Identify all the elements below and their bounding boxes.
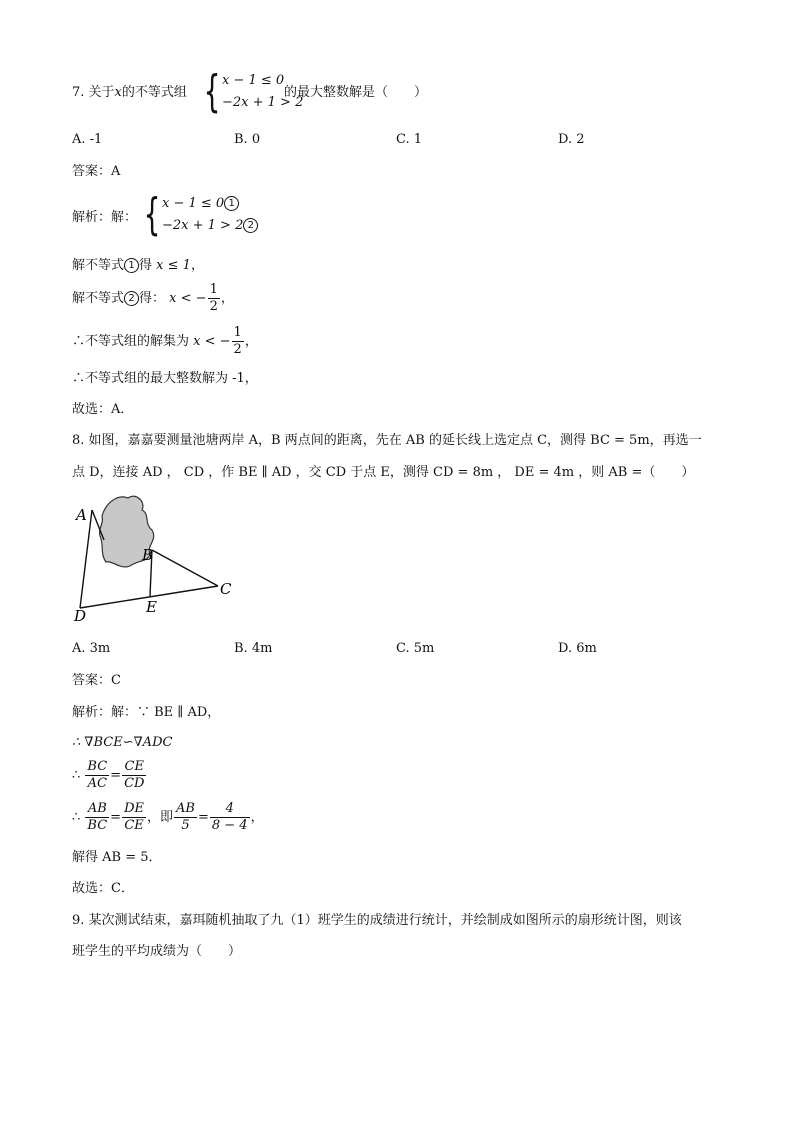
q8-ratio-mid: ，即 — [147, 810, 174, 825]
circled-two-icon: 2 — [243, 218, 258, 233]
q7-solution-row-2: −2x + 1 > 2 — [162, 218, 244, 233]
q7-inequality-row-1: x − 1 ≤ 0 — [222, 73, 285, 88]
q7-solution-system — [138, 189, 258, 240]
q7-analysis-label: 解析：解： — [72, 210, 138, 225]
q8-stem-line-2: 点 D，连接 AD ， CD ，作 BE ∥ AD ，交 CD 于点 E，测得 CD = 8m ， DE = 4m ，则 AB =（ ） — [72, 465, 695, 480]
q7-step1-end: ， — [190, 258, 204, 273]
q7-step1-post: 得 — [139, 258, 153, 273]
q8-option-d: D. 6m — [558, 641, 597, 656]
frac-den: CE — [124, 818, 144, 833]
q8-conclusion: 故选：C． — [72, 881, 134, 896]
frac-num: 4 — [210, 801, 250, 818]
q7-option-a: A. -1 — [72, 132, 103, 147]
q8-similar-triangles: ∴ ∇BCE∽∇ADC — [72, 735, 173, 750]
q8-stem-line-1: 8. 如图，嘉嘉要测量池塘两岸 A，B 两点间的距离，先在 AB 的延长线上选定点 C，测得 BC = 5m，再选一 — [72, 433, 702, 448]
circled-two-icon: 2 — [124, 291, 139, 306]
q8-pond-figure — [66, 488, 246, 628]
q7-step-3 — [72, 325, 258, 359]
frac-den: AC — [87, 776, 107, 791]
q8-option-c: C. 5m — [396, 641, 435, 656]
q7-option-c: C. 1 — [396, 132, 423, 147]
frac-num: 1 — [209, 282, 218, 297]
q8-option-b: B. 4m — [234, 641, 273, 656]
q7-step-1 — [72, 257, 204, 275]
q8-option-a: A. 3m — [72, 641, 111, 656]
frac-den: 2 — [233, 342, 242, 357]
therefore-symbol: ∴ — [72, 810, 81, 825]
q8-ratio-1 — [72, 758, 147, 794]
frac-den: 8 − 4 — [211, 818, 248, 833]
fraction-ab-bc — [85, 801, 109, 834]
q8-answer: 答案：C — [72, 673, 121, 688]
q7-step-4: ∴不等式组的最大整数解为 -1， — [72, 371, 258, 386]
q7-solution-row-1: x − 1 ≤ 0 — [162, 196, 225, 211]
q7-step-2 — [72, 282, 234, 316]
point-label-b: B — [142, 546, 154, 564]
q7-option-b: B. 0 — [234, 132, 261, 147]
point-label-e: E — [146, 598, 157, 616]
frac-den: 5 — [181, 818, 190, 833]
frac-num: DE — [124, 801, 144, 816]
fraction-ab-5 — [174, 801, 197, 834]
segment-ad — [80, 510, 92, 608]
brace-icon: { — [203, 66, 221, 117]
q7-stem — [72, 84, 187, 102]
frac-den: 2 — [209, 299, 218, 314]
q7-prefix: 7. 关于 — [72, 85, 115, 100]
therefore-symbol: ∴ — [72, 768, 81, 783]
q7-step2-pre: 解不等式 — [72, 291, 125, 306]
segment-bc — [152, 550, 218, 586]
q8-solve: 解得 AB = 5． — [72, 850, 162, 865]
q7-step1-math: x ≤ 1 — [156, 258, 191, 273]
q7-suffix: 的最大整数解是（ ） — [284, 85, 428, 100]
fraction-4-over-8-minus-4 — [210, 801, 250, 834]
equals-sign: = — [110, 768, 122, 783]
fraction-one-half — [208, 282, 220, 315]
q9-stem-line-1: 9. 某次测试结束，嘉珥随机抽取了九（1）班学生的成绩进行统计，并绘制成如图所示的扇形统计图，则该 — [72, 913, 682, 928]
fraction-de-ce — [122, 801, 146, 834]
q7-mid-text: 的不等式组 — [121, 85, 187, 100]
q7-step2-post: 得： — [139, 291, 166, 306]
q7-option-d: D. 2 — [558, 132, 585, 147]
equals-sign: = — [110, 810, 122, 825]
q7-step2-end: ， — [220, 291, 234, 306]
point-label-a: A — [76, 506, 87, 524]
circled-one-icon: 1 — [224, 196, 239, 211]
q7-answer: 答案：A — [72, 164, 121, 179]
q7-step3-pre: ∴不等式组的解集为 — [72, 334, 190, 349]
q7-step1-pre: 解不等式 — [72, 258, 125, 273]
point-label-c: C — [220, 580, 232, 598]
point-label-d: D — [74, 607, 87, 625]
q7-step2-math: x < − — [169, 291, 207, 306]
frac-num: 1 — [233, 325, 242, 340]
brace-icon: { — [143, 189, 161, 240]
frac-num: AB — [176, 801, 195, 816]
frac-num: BC — [87, 759, 108, 774]
comma: ， — [250, 810, 264, 825]
q9-stem-line-2: 班学生的平均成绩为（ ） — [72, 944, 242, 959]
frac-num: CE — [122, 759, 146, 776]
q7-inequality-row-2: −2x + 1 > 2 — [222, 95, 304, 110]
circled-one-icon: 1 — [124, 258, 139, 273]
frac-den: BC — [87, 818, 108, 833]
q8-analysis: 解析：解：∵ BE ∥ AD， — [72, 705, 221, 720]
fraction-one-half — [232, 325, 244, 358]
q7-conclusion: 故选：A． — [72, 402, 134, 417]
q8-ratio-2 — [72, 800, 264, 836]
fraction-bc-ac — [85, 759, 109, 792]
equals-sign: = — [197, 810, 209, 825]
q7-step3-end: ， — [244, 334, 258, 349]
q7-variable: x — [114, 85, 122, 100]
q7-step3-math: x < − — [193, 334, 231, 349]
frac-den: CD — [124, 776, 145, 791]
frac-num: AB — [85, 801, 109, 818]
fraction-ce-cd — [122, 759, 146, 792]
